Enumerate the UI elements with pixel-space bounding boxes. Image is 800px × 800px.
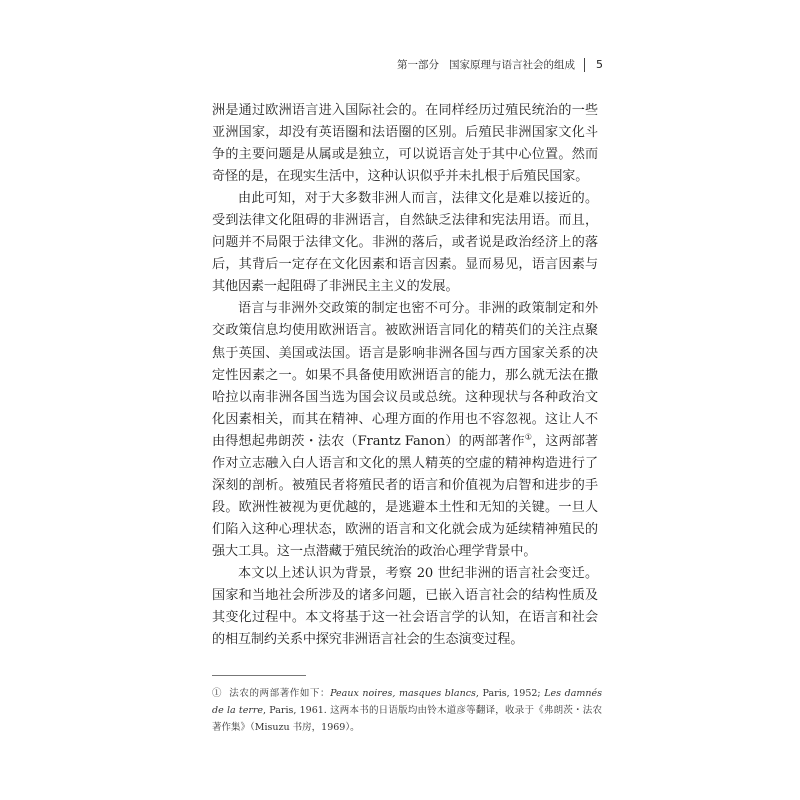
footnote [212,685,602,736]
paragraph-1: 洲是通过欧洲语言进入国际社会的。在同样经历过殖民统治的一些亚洲国家，却没有英语圈和法语圈的区别。后殖民非洲国家文化斗争的主要问题是从属或是独立，可以说语言处于其中心位置。然而奇怪的是，在现实生活中，这种认识似乎并未扎根于后殖民国家。 [212,103,598,185]
paragraph-2: 由此可知，对于大多数非洲人而言，法律文化是难以接近的。受到法律文化阻碍的非洲语言，自然缺乏法律和宪法用语。而且，问题并不局限于法律文化。非洲的落后，或者说是政治经济上的落后，其背后一定存在文化因素和语言因素。显而易见，语言因素与其他因素一起阻碍了非洲民主主义的发展。 [212,191,598,295]
page-number: 5 [596,58,603,71]
footnote-divider [212,675,306,676]
footnote-publication-1: , Paris, 1952; [475,688,545,699]
footnote-marker: ① [212,688,223,699]
footnote-rest: , Paris, 1961. 这两本书的日语版均由铃木道彦等翻译，收录于《弗朗茨・法农著作集》（Misuzu 书房，1969）。 [212,705,602,733]
footnote-title-1: Peaux noires, masques blancs [330,688,476,699]
header-part-label: 第一部分 [396,59,439,71]
paragraph-3 [212,298,598,563]
header-chapter-title: 国家原理与语言社会的组成 [449,59,575,71]
paragraph-3-part-2: ，这两部著作对立志融入白人语言和文化的黑人精英的空虚的精神构造进行了深刻的剖析。被殖民者将殖民者的语言和价值视为启智和进步的手段。欧洲性被视为更优越的，是逃避本土性和无知的关键。一旦人们陷入这种心理状态，欧洲的语言和文化就会成为延续精神殖民的强大工具。这一点潜藏于殖民统治的政治心理学背景中。 [212,433,598,559]
footnote-reference[interactable]: ① [524,432,533,442]
running-header [0,55,800,75]
body-text [212,100,598,651]
footnote-title-2: Les damnés de la terre [212,688,602,716]
header-divider [584,58,585,72]
footnote-intro: 法农的两部著作如下： [229,688,331,699]
header-title [397,55,575,75]
paragraph-4: 本文以上述认识为背景，考察 20 世纪非洲的语言社会变迁。国家和当地社会所涉及的诸多问题，已嵌入语言社会的结构性质及其变化过程中。本文将基于这一社会语言学的认知，在语言和社会的相互制约关系中探究非洲语言社会的生态演变过程。 [212,565,598,648]
paragraph-3-part-1: 语言与非洲外交政策的制定也密不可分。非洲的政策制定和外交政策信息均使用欧洲语言。被欧洲语言同化的精英们的关注点聚焦于英国、美国或法国。语言是影响非洲各国与西方国家关系的决定性因素之一。如果不具备使用欧洲语言的能力，那么就无法在撒哈拉以南非洲各国当选为国会议员或总统。这种现状与各种政治文化因素相关，而其在精神、心理方面的作用也不容忽视。这让人不由得想起弗朗茨・法农（Frantz Fanon）的两部著作 [212,301,598,449]
